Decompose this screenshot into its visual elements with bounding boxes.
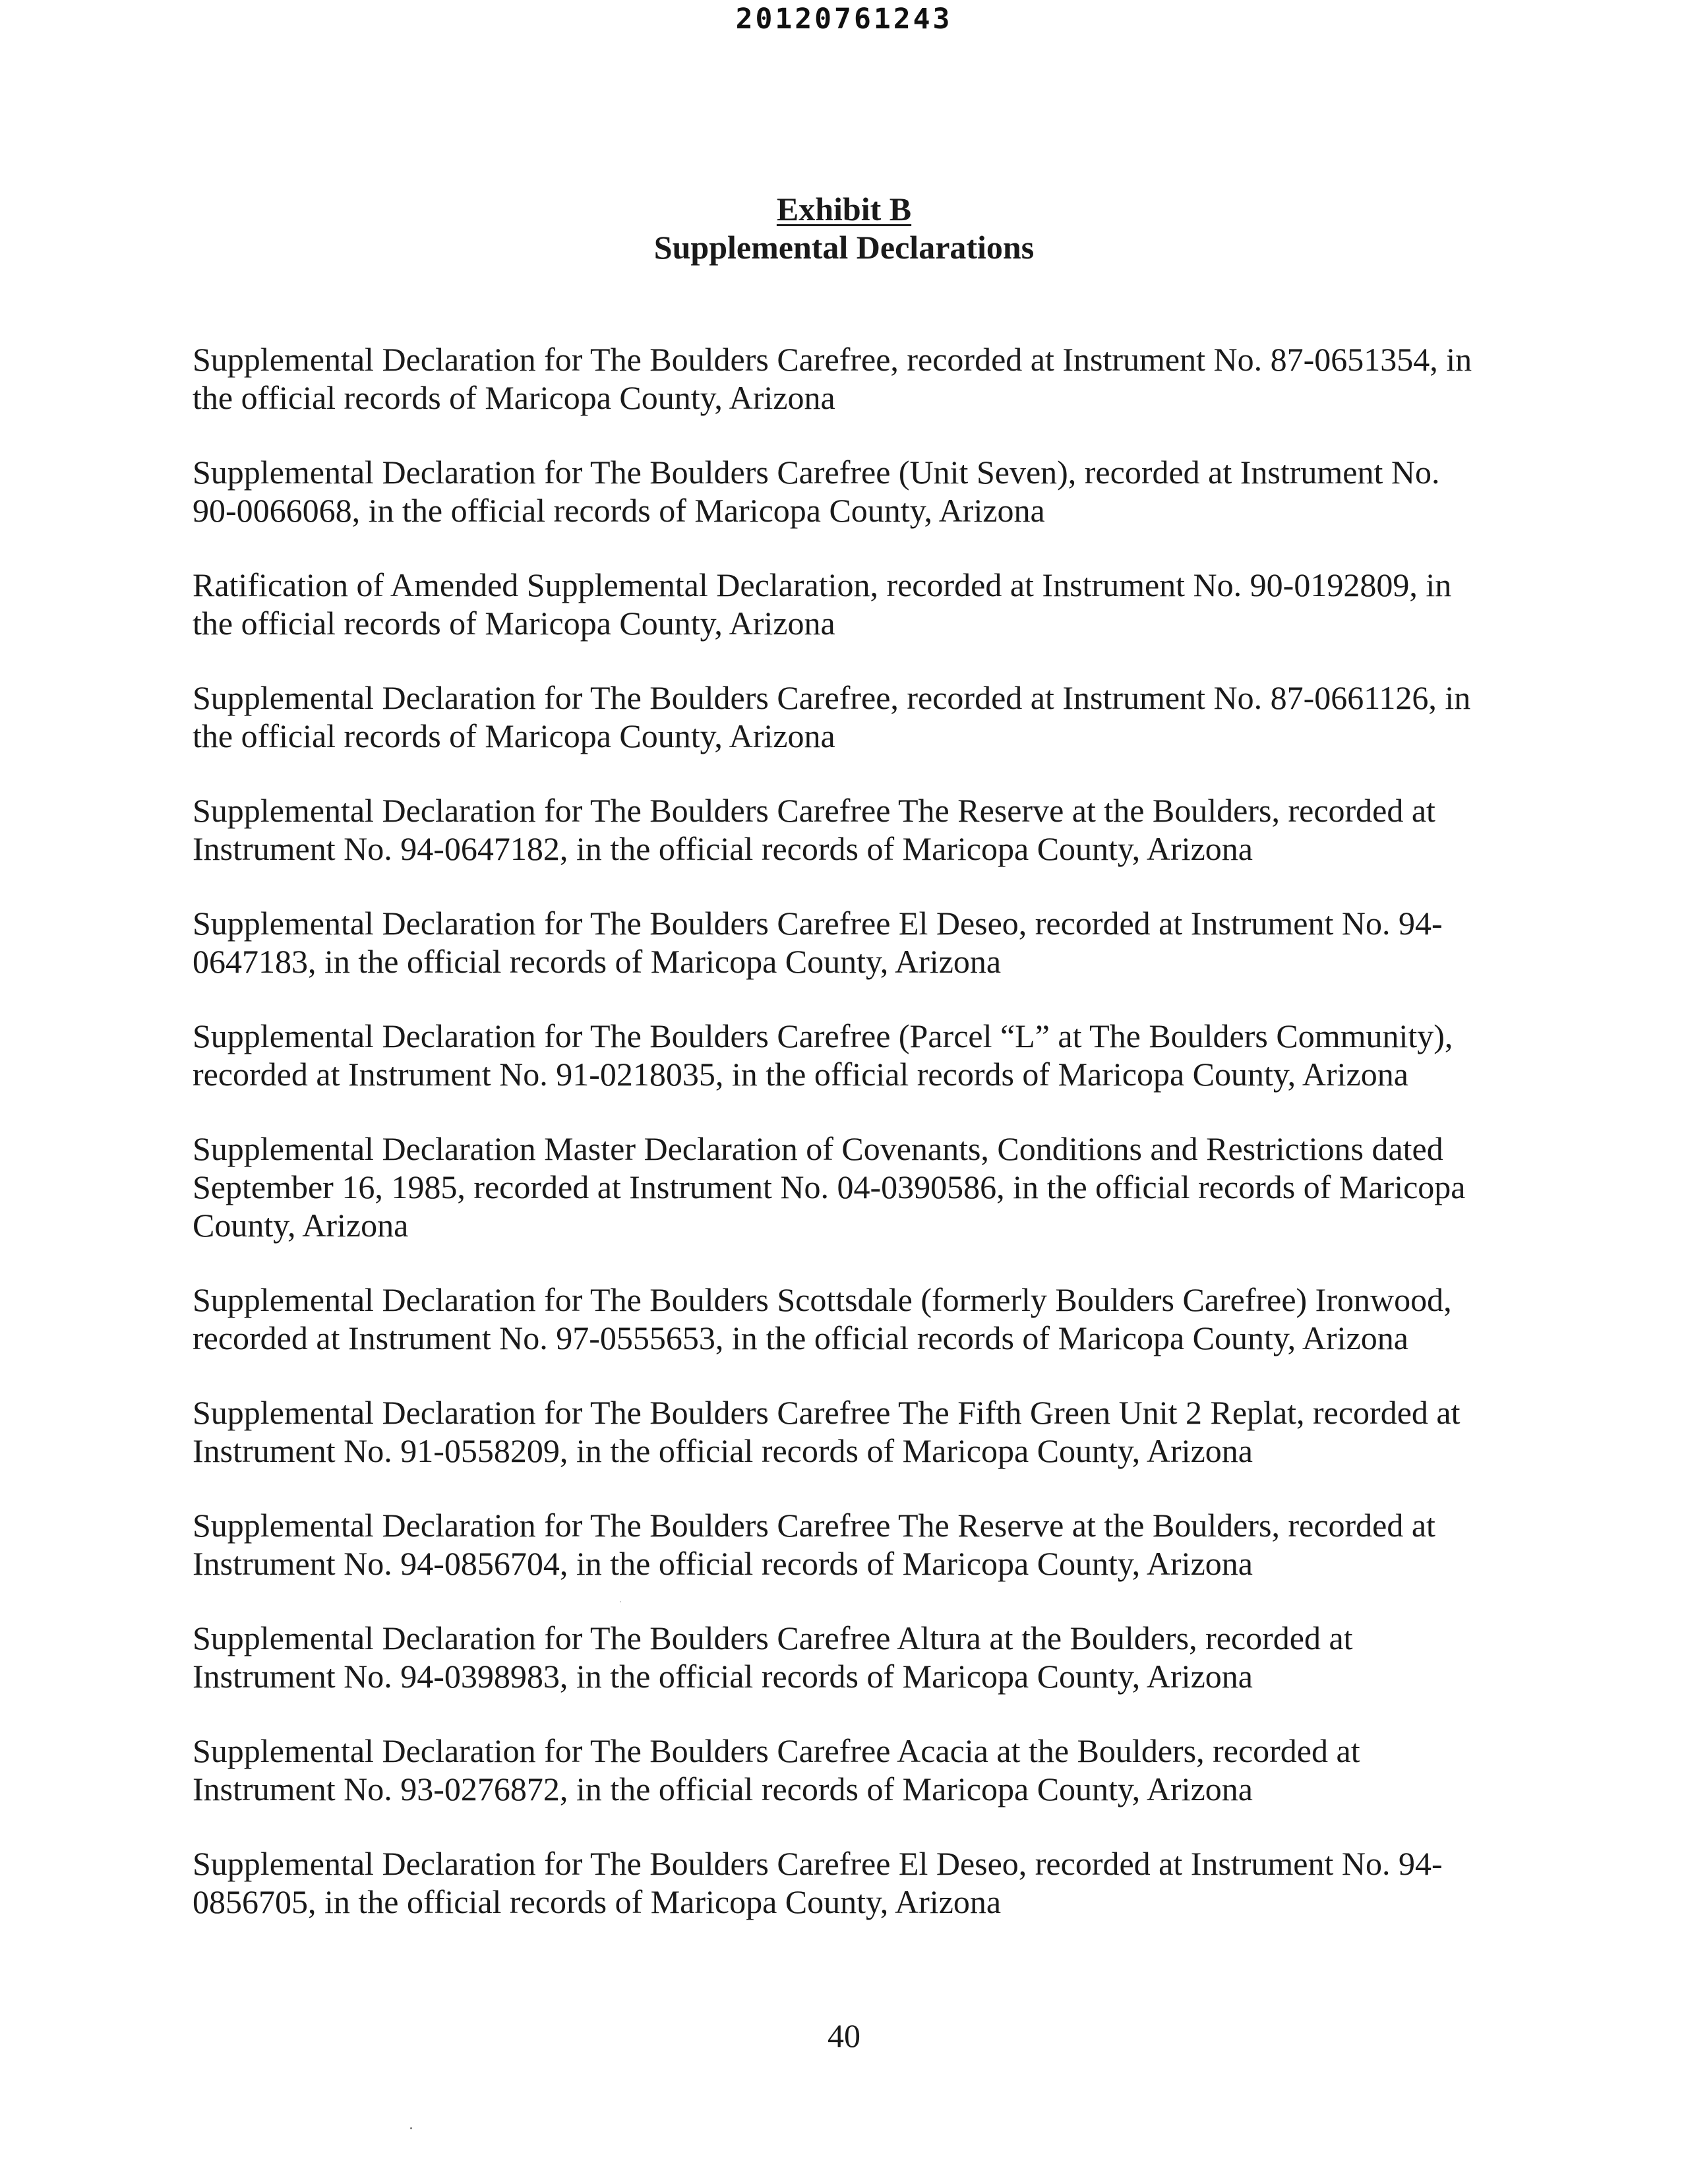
declaration-list — [193, 340, 1511, 1957]
declaration-entry: Supplemental Declaration for The Boulders Carefree Altura at the Boulders, recorded at Instrument No. 94-0398983, in the official records of Maricopa County, Arizona — [193, 1620, 1353, 1695]
scan-speck — [620, 1601, 621, 1602]
declaration-entry: Supplemental Declaration for The Boulders Scottsdale (formerly Boulders Carefree) Ironwood, recorded at Instrument No. 97-0555653, in the official records of Maricopa County, Arizona — [193, 1281, 1452, 1356]
declaration-entry: Ratification of Amended Supplemental Declaration, recorded at Instrument No. 90-0192809, in the official records of Maricopa County, Arizona — [193, 566, 1452, 642]
exhibit-subtitle: Supplemental Declarations — [653, 229, 1035, 266]
page-number: 40 — [828, 2017, 860, 2054]
declaration-entry: Supplemental Declaration for The Boulders Carefree, recorded at Instrument No. 87-0651354, in the official records of Maricopa County, Arizona — [193, 341, 1472, 416]
declaration-entry: Supplemental Declaration for The Boulders Carefree (Unit Seven), recorded at Instrument No. 90-0066068, in the official records of Maricopa County, Arizona — [193, 454, 1440, 529]
exhibit-title: Exhibit B — [776, 191, 912, 228]
declaration-entry: Supplemental Declaration for The Boulders Carefree The Reserve at the Boulders, recorded at Instrument No. 94-0856704, in the official records of Maricopa County, Arizona — [193, 1507, 1435, 1582]
exhibit-heading — [0, 190, 1688, 266]
declaration-entry: Supplemental Declaration Master Declaration of Covenants, Conditions and Restrictions dated September 16, 1985, recorded at Instrument No. 04-0390586, in the official records of Maricopa County, Arizona — [193, 1130, 1466, 1244]
recording-number: 20120761243 — [735, 3, 953, 36]
declaration-entry: Supplemental Declaration for The Boulders Carefree El Deseo, recorded at Instrument No. 94- 0856705, in the official records of Maricopa County, Arizona — [193, 1845, 1443, 1920]
declaration-entry: Supplemental Declaration for The Boulders Carefree (Parcel “L” at The Boulders Community), recorded at Instrument No. 91-0218035, in the official records of Maricopa County, Arizona — [193, 1017, 1453, 1093]
declaration-entry: Supplemental Declaration for The Boulders Carefree The Reserve at the Boulders, recorded at Instrument No. 94-0647182, in the official records of Maricopa County, Arizona — [193, 792, 1435, 867]
declaration-entry: Supplemental Declaration for The Boulders Carefree The Fifth Green Unit 2 Replat, recorded at Instrument No. 91-0558209, in the official records of Maricopa County, Arizona — [193, 1394, 1461, 1469]
scan-speck — [410, 2127, 412, 2129]
declaration-entry: Supplemental Declaration for The Boulders Carefree El Deseo, recorded at Instrument No. 94- 0647183, in the official records of Maricopa County, Arizona — [193, 905, 1443, 980]
declaration-entry: Supplemental Declaration for The Boulders Carefree, recorded at Instrument No. 87-0661126, in the official records of Maricopa County, Arizona — [193, 679, 1471, 754]
declaration-entry: Supplemental Declaration for The Boulders Carefree Acacia at the Boulders, recorded at Instrument No. 93-0276872, in the official records of Maricopa County, Arizona — [193, 1732, 1360, 1807]
